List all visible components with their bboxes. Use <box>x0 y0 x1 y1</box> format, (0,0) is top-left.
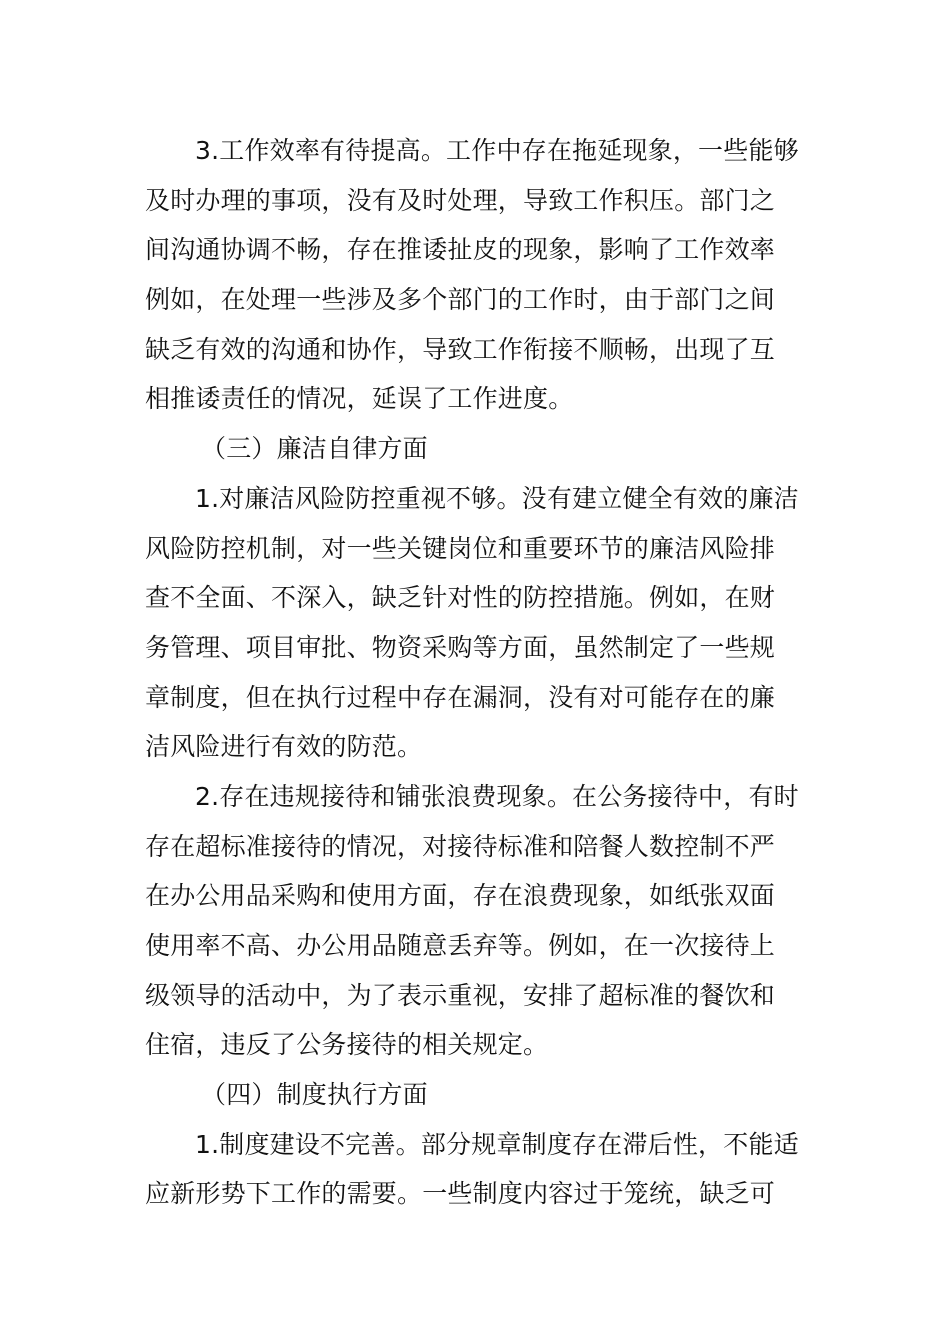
document-body <box>145 126 815 1219</box>
paragraph-line: 2.存在违规接待和铺张浪费现象。在公务接待中，有时 <box>195 781 799 811</box>
section-heading: （三）廉洁自律方面 <box>201 434 428 464</box>
paragraph-line: 存在超标准接待的情况，对接待标准和陪餐人数控制不严 <box>145 831 776 861</box>
paragraph-line: 章制度，但在执行过程中存在漏洞，没有对可能存在的廉 <box>145 682 776 712</box>
paragraph-line: 应新形势下工作的需要。一些制度内容过于笼统，缺乏可 <box>145 1179 776 1209</box>
paragraph-line: 洁风险进行有效的防范。 <box>145 732 423 762</box>
paragraph-line: 级领导的活动中，为了表示重视，安排了超标准的餐饮和 <box>145 980 776 1010</box>
paragraph-line: 例如，在处理一些涉及多个部门的工作时，由于部门之间 <box>145 285 776 315</box>
paragraph-line: 1.对廉洁风险防控重视不够。没有建立健全有效的廉洁 <box>195 483 799 513</box>
paragraph-line: 及时办理的事项，没有及时处理，导致工作积压。部门之 <box>145 185 776 215</box>
paragraph-line: 1.制度建设不完善。部分规章制度存在滞后性，不能适 <box>195 1129 799 1159</box>
paragraph-line: 使用率不高、办公用品随意丢弃等。例如，在一次接待上 <box>145 931 776 960</box>
paragraph-line: 间沟通协调不畅，存在推诿扯皮的现象，影响了工作效率 <box>145 235 776 265</box>
paragraph-line: 住宿，违反了公务接待的相关规定。 <box>145 1030 549 1060</box>
paragraph-line: 在办公用品采购和使用方面，存在浪费现象，如纸张双面 <box>145 881 776 911</box>
paragraph-line: 查不全面、不深入，缺乏针对性的防控措施。例如，在财 <box>145 583 776 613</box>
section-heading: （四）制度执行方面 <box>201 1080 428 1110</box>
paragraph-line: 务管理、项目审批、物资采购等方面，虽然制定了一些规 <box>145 632 776 662</box>
paragraph-line: 风险防控机制，对一些关键岗位和重要环节的廉洁风险排 <box>145 533 776 563</box>
paragraph-line: 缺乏有效的沟通和协作，导致工作衔接不顺畅，出现了互 <box>145 334 776 364</box>
paragraph-line: 3.工作效率有待提高。工作中存在拖延现象，一些能够 <box>195 136 799 165</box>
paragraph-line: 相推诿责任的情况，延误了工作进度。 <box>145 384 574 414</box>
